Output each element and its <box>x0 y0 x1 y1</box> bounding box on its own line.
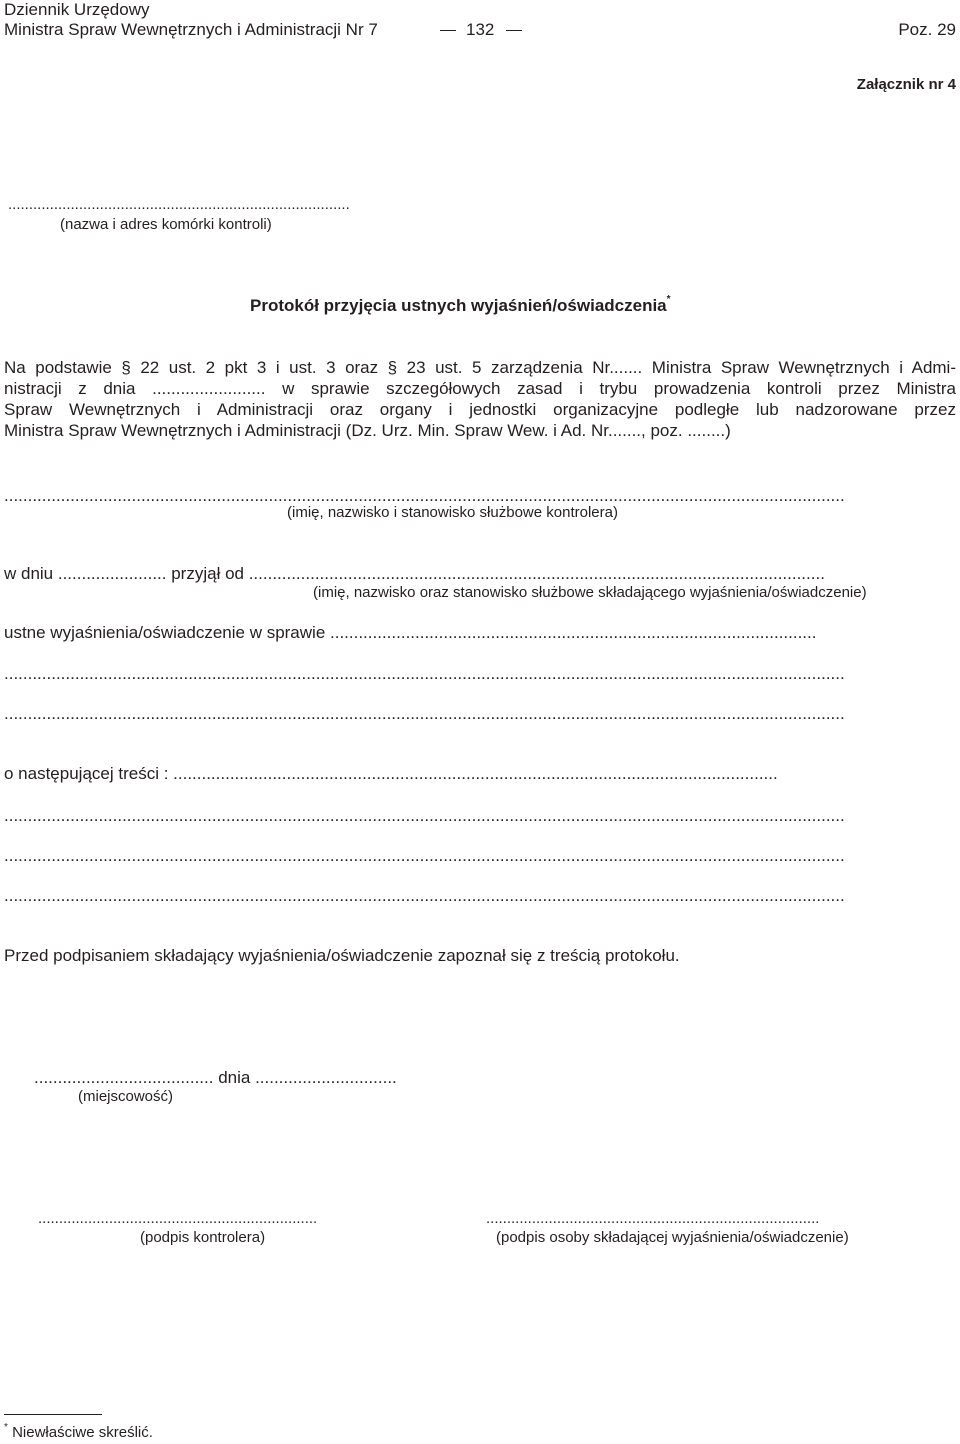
title-footnote-marker: * <box>666 294 671 305</box>
intro-line-3: Spraw Wewnętrznych i Administracji oraz organy i jednostki organizacyjne podległe lub nadzorowane przez <box>4 400 956 419</box>
content-label: o następującej treści : ................................................................................................................................ <box>4 764 778 783</box>
title-text: Protokół przyjęcia ustnych wyjaśnień/oświadczenia <box>250 296 667 315</box>
acknowledgement-text: Przed podpisaniem składający wyjaśnienia/oświadczenie zapoznał się z treścią protokołu. <box>4 946 680 965</box>
controller-dots: .................................................................................................................................................................................. <box>4 486 845 504</box>
ministry-issue: Ministra Spraw Wewnętrznych i Administracji Nr 7 <box>4 20 378 39</box>
footnote-marker: * <box>4 1422 8 1433</box>
declarant-signature-dots: ................................................................................ <box>486 1210 820 1227</box>
place-caption: (miejscowość) <box>78 1088 174 1105</box>
unit-dots: .................................................................................. <box>8 196 350 213</box>
page-number: 132 <box>466 20 495 39</box>
unit-caption: (nazwa i adres komórki kontroli) <box>60 216 272 233</box>
controller-signature-dots: ................................................................... <box>38 1210 318 1227</box>
place-date-line: ...................................... dnia .............................. <box>34 1068 397 1087</box>
intro-line-2: nistracji z dnia ........................ w sprawie szczegółowych zasad i trybu prowadzenia kontroli przez Ministra <box>4 379 956 398</box>
subject-line-2: .................................................................................................................................................................................. <box>4 664 845 682</box>
subject-line-3: .................................................................................................................................................................................. <box>4 704 845 722</box>
document-title <box>250 296 671 316</box>
header-dash-left <box>440 30 456 31</box>
header-dash-right <box>506 30 522 31</box>
content-line-3: .................................................................................................................................................................................. <box>4 846 845 864</box>
declarant-signature-caption: (podpis osoby składającej wyjaśnienia/oświadczenie) <box>496 1229 849 1246</box>
journal-title: Dziennik Urzędowy <box>4 0 150 19</box>
content-line-4: .................................................................................................................................................................................. <box>4 886 845 904</box>
annex-label: Załącznik nr 4 <box>856 76 956 93</box>
received-caption: (imię, nazwisko oraz stanowisko służbowe składającego wyjaśnienia/oświadczenie) <box>313 584 867 601</box>
controller-caption: (imię, nazwisko i stanowisko służbowe kontrolera) <box>287 504 618 521</box>
footnote <box>4 1424 153 1441</box>
position-number: Poz. 29 <box>898 20 956 39</box>
footnote-rule <box>4 1414 102 1415</box>
subject-label: ustne wyjaśnienia/oświadczenie w sprawie ....................................................................................................... <box>4 623 817 642</box>
intro-line-1: Na podstawie § 22 ust. 2 pkt 3 i ust. 3 oraz § 23 ust. 5 zarządzenia Nr....... Ministra Spraw Wewnętrznych i Admi- <box>4 358 956 377</box>
intro-paragraph <box>4 357 956 441</box>
content-line-2: .................................................................................................................................................................................. <box>4 806 845 824</box>
received-line: w dniu ....................... przyjął od .......................................................................................................................... <box>4 564 825 583</box>
controller-signature-caption: (podpis kontrolera) <box>140 1229 266 1246</box>
intro-line-4: Ministra Spraw Wewnętrznych i Administracji (Dz. Urz. Min. Spraw Wew. i Ad. Nr......., poz. ........) <box>4 421 731 440</box>
footnote-text: Niewłaściwe skreślić. <box>7 1424 153 1441</box>
